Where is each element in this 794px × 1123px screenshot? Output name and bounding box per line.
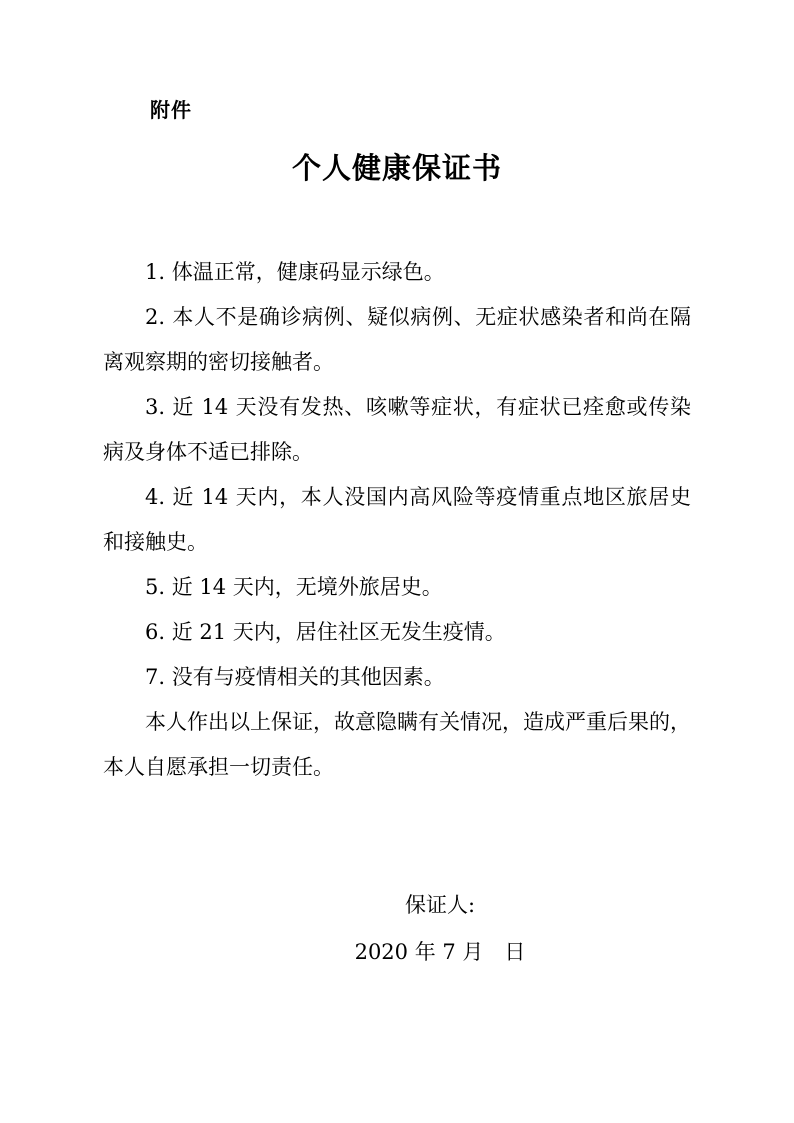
paragraph-closing: 本人作出以上保证，故意隐瞒有关情况，造成严重后果的，本人自愿承担一切责任。 xyxy=(103,710,691,779)
signer-label: 保证人: xyxy=(404,893,476,917)
paragraph-3: 3. 近 14 天没有发热、咳嗽等症状，有症状已痊愈或传染病及身体不适已排除。 xyxy=(103,395,691,464)
paragraph-5: 5. 近 14 天内，无境外旅居史。 xyxy=(145,575,443,599)
document-title: 个人健康保证书 xyxy=(291,151,502,185)
paragraph-6: 6. 近 21 天内，居住社区无发生疫情。 xyxy=(145,620,506,644)
paragraph-1: 1. 体温正常，健康码显示绿色。 xyxy=(145,260,445,284)
signature-block xyxy=(146,882,734,976)
date-line: 2020 年 7 月 日 xyxy=(354,940,526,964)
paragraph-4: 4. 近 14 天内，本人没国内高风险等疫情重点地区旅居史和接触史。 xyxy=(103,485,691,554)
paragraph-7: 7. 没有与疫情相关的其他因素。 xyxy=(145,665,445,689)
attachment-label: 附件 xyxy=(150,98,192,122)
document-body xyxy=(103,250,691,790)
paragraph-2: 2. 本人不是确诊病例、疑似病例、无症状感染者和尚在隔离观察期的密切接触者。 xyxy=(103,305,691,374)
